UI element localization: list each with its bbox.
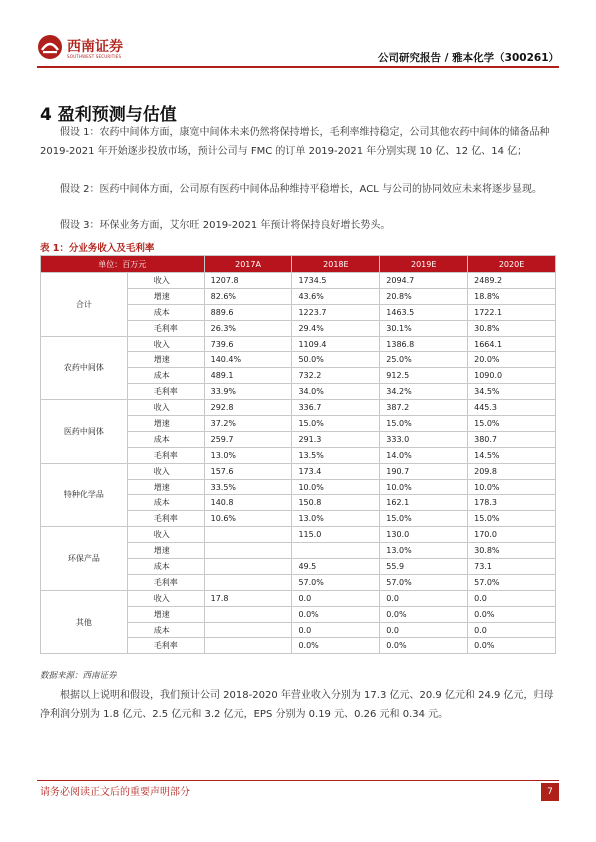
metric-label-cell: 收入 xyxy=(127,273,204,289)
value-cell xyxy=(204,543,292,559)
value-cell: 15.0% xyxy=(380,511,468,527)
metric-label-cell: 毛利率 xyxy=(127,511,204,527)
value-cell: 0.0 xyxy=(380,622,468,638)
value-cell: 10.6% xyxy=(204,511,292,527)
table-header-2020e: 2020E xyxy=(468,256,556,273)
value-cell: 82.6% xyxy=(204,288,292,304)
metric-label-cell: 增速 xyxy=(127,416,204,432)
conclusion-paragraph: 根据以上说明和假设，我们预计公司 2018-2020 年营业收入分别为 17.3 亿元、20.9 亿元和 24.9 亿元，归母净利润分别为 1.8 亿元、2.5 亿元和 3.2 亿元，EPS 分别为 0.19 元、0.26 元和 0.34 元。 xyxy=(40,690,554,720)
value-cell xyxy=(204,559,292,575)
value-cell: 1463.5 xyxy=(380,304,468,320)
value-cell: 14.0% xyxy=(380,447,468,463)
table-body xyxy=(41,273,556,654)
value-cell: 13.5% xyxy=(292,447,380,463)
value-cell: 190.7 xyxy=(380,463,468,479)
table-title: 表 1：分业务收入及毛利率 xyxy=(40,243,155,254)
value-cell: 10.0% xyxy=(292,479,380,495)
table-row xyxy=(41,336,556,352)
segment-name-cell: 医药中间体 xyxy=(41,400,128,464)
value-cell: 18.8% xyxy=(468,288,556,304)
table-header-unit: 单位：百万元 xyxy=(41,256,205,273)
value-cell: 489.1 xyxy=(204,368,292,384)
metric-label-cell: 成本 xyxy=(127,368,204,384)
value-cell: 291.3 xyxy=(292,431,380,447)
value-cell: 0.0 xyxy=(292,590,380,606)
metric-label-cell: 增速 xyxy=(127,543,204,559)
table-row xyxy=(41,527,556,543)
value-cell: 34.2% xyxy=(380,384,468,400)
value-cell: 2094.7 xyxy=(380,273,468,289)
value-cell: 0.0% xyxy=(292,638,380,654)
value-cell: 157.6 xyxy=(204,463,292,479)
value-cell: 292.8 xyxy=(204,400,292,416)
metric-label-cell: 增速 xyxy=(127,479,204,495)
value-cell: 1223.7 xyxy=(292,304,380,320)
table-header-2018e: 2018E xyxy=(292,256,380,273)
value-cell: 15.0% xyxy=(468,511,556,527)
value-cell: 0.0% xyxy=(468,606,556,622)
value-cell: 162.1 xyxy=(380,495,468,511)
metric-label-cell: 收入 xyxy=(127,463,204,479)
report-info: 公司研究报告 / 雅本化学（300261） xyxy=(378,52,559,64)
value-cell: 336.7 xyxy=(292,400,380,416)
value-cell: 912.5 xyxy=(380,368,468,384)
value-cell: 37.2% xyxy=(204,416,292,432)
value-cell: 387.2 xyxy=(380,400,468,416)
page-number: 7 xyxy=(541,783,559,801)
assumption-3-paragraph: 假设 3：环保业务方面，艾尔旺 2019-2021 年预计将保持良好增长势头。 xyxy=(60,220,391,231)
section-title: 4 盈利预测与估值 xyxy=(40,105,177,125)
table-row xyxy=(41,463,556,479)
value-cell: 140.4% xyxy=(204,352,292,368)
value-cell: 30.8% xyxy=(468,320,556,336)
value-cell: 1722.1 xyxy=(468,304,556,320)
metric-label-cell: 收入 xyxy=(127,527,204,543)
metric-label-cell: 成本 xyxy=(127,559,204,575)
value-cell: 15.0% xyxy=(292,416,380,432)
value-cell: 14.5% xyxy=(468,447,556,463)
value-cell: 30.8% xyxy=(468,543,556,559)
value-cell: 0.0 xyxy=(468,590,556,606)
value-cell: 55.9 xyxy=(380,559,468,575)
segment-name-cell: 农药中间体 xyxy=(41,336,128,400)
value-cell: 0.0% xyxy=(380,638,468,654)
value-cell: 259.7 xyxy=(204,431,292,447)
table-header-2019e: 2019E xyxy=(380,256,468,273)
value-cell: 57.0% xyxy=(468,574,556,590)
metric-label-cell: 成本 xyxy=(127,431,204,447)
segment-name-cell: 合计 xyxy=(41,273,128,337)
value-cell: 13.0% xyxy=(204,447,292,463)
value-cell: 17.8 xyxy=(204,590,292,606)
value-cell: 57.0% xyxy=(292,574,380,590)
segment-name-cell: 其他 xyxy=(41,590,128,654)
value-cell: 10.0% xyxy=(380,479,468,495)
revenue-margin-table xyxy=(40,255,556,654)
metric-label-cell: 增速 xyxy=(127,352,204,368)
value-cell: 0.0% xyxy=(468,638,556,654)
value-cell: 20.0% xyxy=(468,352,556,368)
value-cell xyxy=(204,638,292,654)
value-cell: 34.5% xyxy=(468,384,556,400)
table-header-2017a: 2017A xyxy=(204,256,292,273)
value-cell xyxy=(292,543,380,559)
metric-label-cell: 毛利率 xyxy=(127,384,204,400)
value-cell: 1207.8 xyxy=(204,273,292,289)
value-cell: 889.6 xyxy=(204,304,292,320)
value-cell: 13.0% xyxy=(380,543,468,559)
metric-label-cell: 成本 xyxy=(127,495,204,511)
value-cell: 130.0 xyxy=(380,527,468,543)
value-cell: 20.8% xyxy=(380,288,468,304)
metric-label-cell: 增速 xyxy=(127,288,204,304)
value-cell: 445.3 xyxy=(468,400,556,416)
value-cell: 13.0% xyxy=(292,511,380,527)
value-cell: 57.0% xyxy=(380,574,468,590)
value-cell: 170.0 xyxy=(468,527,556,543)
value-cell: 25.0% xyxy=(380,352,468,368)
value-cell: 209.8 xyxy=(468,463,556,479)
table-row xyxy=(41,273,556,289)
value-cell: 150.8 xyxy=(292,495,380,511)
logo-text: 西南证券 xyxy=(67,39,123,55)
value-cell: 115.0 xyxy=(292,527,380,543)
value-cell xyxy=(204,622,292,638)
segment-name-cell: 环保产品 xyxy=(41,527,128,591)
metric-label-cell: 毛利率 xyxy=(127,638,204,654)
value-cell: 1664.1 xyxy=(468,336,556,352)
logo-subtitle: SOUTHWEST SECURITIES xyxy=(67,54,122,59)
value-cell: 380.7 xyxy=(468,431,556,447)
table-row xyxy=(41,400,556,416)
metric-label-cell: 收入 xyxy=(127,336,204,352)
value-cell: 30.1% xyxy=(380,320,468,336)
metric-label-cell: 增速 xyxy=(127,606,204,622)
metric-label-cell: 收入 xyxy=(127,400,204,416)
value-cell: 50.0% xyxy=(292,352,380,368)
value-cell: 1090.0 xyxy=(468,368,556,384)
value-cell: 15.0% xyxy=(468,416,556,432)
value-cell: 2489.2 xyxy=(468,273,556,289)
value-cell: 0.0 xyxy=(292,622,380,638)
value-cell: 26.3% xyxy=(204,320,292,336)
metric-label-cell: 收入 xyxy=(127,590,204,606)
value-cell: 73.1 xyxy=(468,559,556,575)
footer-divider xyxy=(37,780,559,781)
value-cell: 732.2 xyxy=(292,368,380,384)
value-cell: 0.0 xyxy=(468,622,556,638)
metric-label-cell: 毛利率 xyxy=(127,320,204,336)
value-cell xyxy=(204,606,292,622)
value-cell: 1109.4 xyxy=(292,336,380,352)
value-cell: 1734.5 xyxy=(292,273,380,289)
segment-name-cell: 特种化学品 xyxy=(41,463,128,527)
metric-label-cell: 毛利率 xyxy=(127,447,204,463)
value-cell: 0.0 xyxy=(380,590,468,606)
value-cell: 10.0% xyxy=(468,479,556,495)
metric-label-cell: 成本 xyxy=(127,622,204,638)
data-source: 数据来源：西南证券 xyxy=(40,671,117,681)
table-row xyxy=(41,590,556,606)
assumption-2-paragraph: 假设 2：医药中间体方面，公司原有医药中间体品种维持平稳增长，ACL 与公司的协同效应未来将逐步显现。 xyxy=(60,184,542,195)
value-cell: 29.4% xyxy=(292,320,380,336)
footer-disclaimer: 请务必阅读正文后的重要声明部分 xyxy=(40,787,190,798)
metric-label-cell: 毛利率 xyxy=(127,574,204,590)
value-cell xyxy=(204,527,292,543)
value-cell xyxy=(204,574,292,590)
value-cell: 33.5% xyxy=(204,479,292,495)
value-cell: 178.3 xyxy=(468,495,556,511)
value-cell: 1386.8 xyxy=(380,336,468,352)
value-cell: 0.0% xyxy=(380,606,468,622)
company-logo xyxy=(37,34,127,64)
value-cell: 739.6 xyxy=(204,336,292,352)
value-cell: 43.6% xyxy=(292,288,380,304)
value-cell: 0.0% xyxy=(292,606,380,622)
value-cell: 140.8 xyxy=(204,495,292,511)
header-divider xyxy=(37,66,559,68)
value-cell: 33.9% xyxy=(204,384,292,400)
value-cell: 49.5 xyxy=(292,559,380,575)
metric-label-cell: 成本 xyxy=(127,304,204,320)
value-cell: 34.0% xyxy=(292,384,380,400)
value-cell: 173.4 xyxy=(292,463,380,479)
table-header-row xyxy=(41,256,556,273)
logo-emblem-icon xyxy=(37,34,63,60)
assumption-1-paragraph: 假设 1：农药中间体方面，康宽中间体未来仍然将保持增长，毛利率维持稳定，公司其他农药中间体的储备品种 2019-2021 年开始逐步投放市场，预计公司与 FMC 的订单 2019-2021 年分别实现 10 亿、12 亿、14 亿； xyxy=(40,127,550,157)
value-cell: 333.0 xyxy=(380,431,468,447)
value-cell: 15.0% xyxy=(380,416,468,432)
